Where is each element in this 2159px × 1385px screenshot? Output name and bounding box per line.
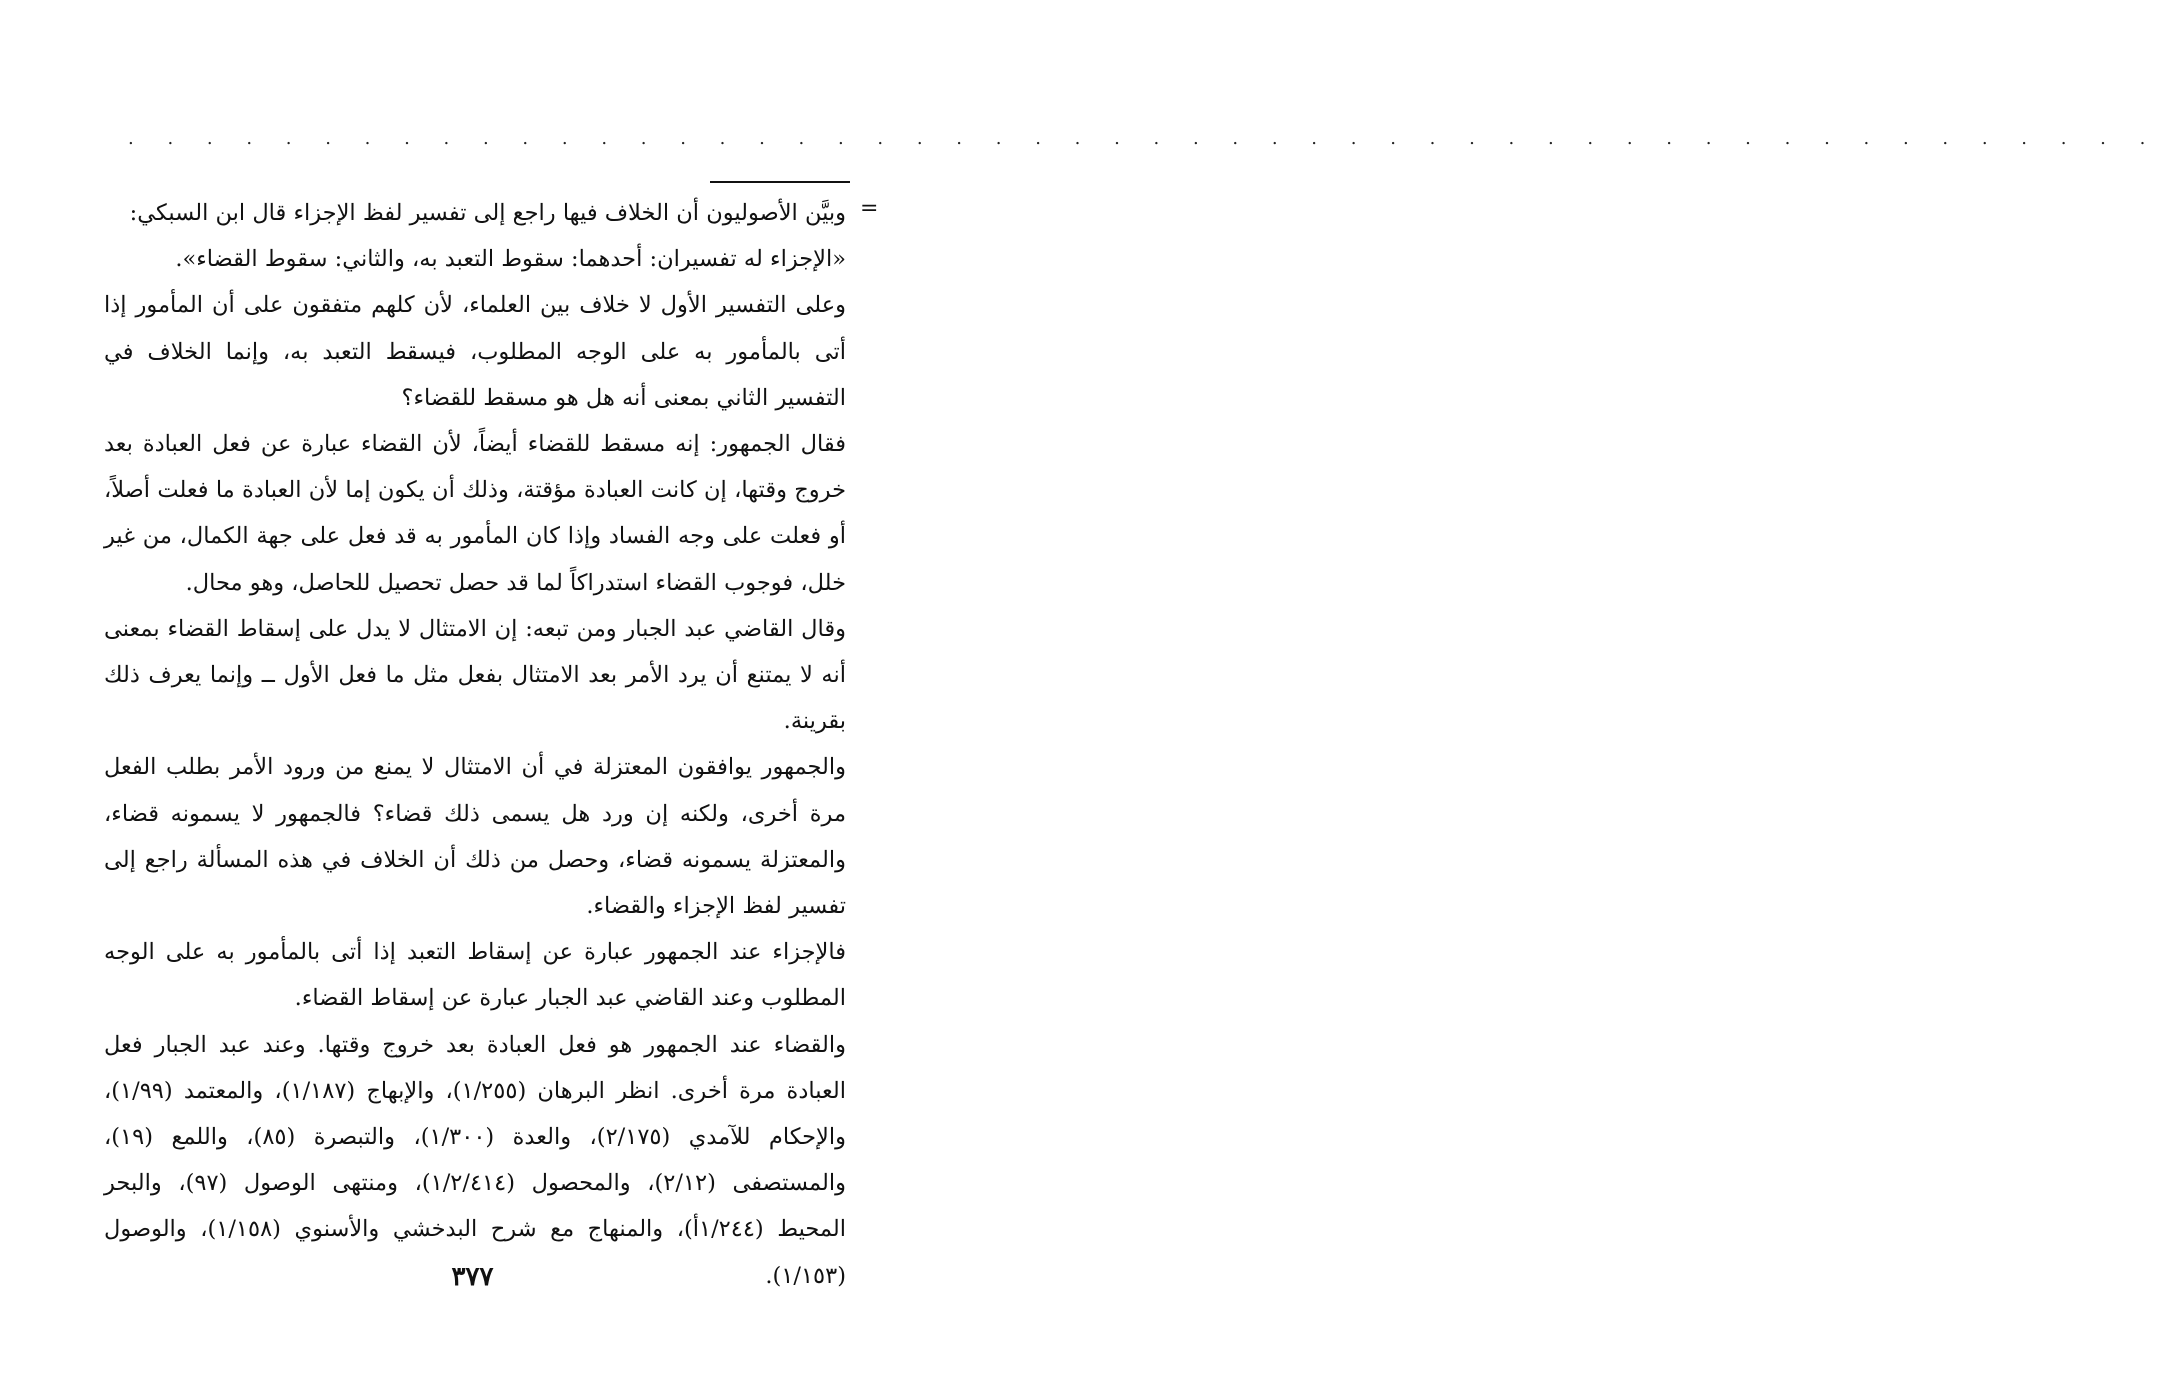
paragraph: والقضاء عند الجمهور هو فعل العبادة بعد خروج وقتها. وعند عبد الجبار فعل العبادة مرة أخرى. انظر البرهان (١/٢٥٥)، والإبهاج (١/١٨٧)، والمعتمد (١/٩٩)، والإحكام للآمدي (٢/١٧٥)، والعدة (١/٣٠٠)، والتبصرة (٨٥)، واللمع (١٩)، والمستصفى (٢/١٢)، والمحصول (١/٢/٤١٤)، ومنتهى الوصول (٩٧)، والبحر المحيط (١/٢٤٤أ)، والمنهاج مع شرح البدخشي والأسنوي (١/١٥٨)، والوصول (١/١٥٣).: [104, 1031, 847, 1289]
paragraph: فالإجزاء عند الجمهور عبارة عن إسقاط التعبد إذا أتى بالمأمور به على الوجه المطلوب وعند القاضي عبد الجبار عبارة عن إسقاط القضاء.: [104, 939, 846, 1012]
paragraph: وبيَّن الأصوليون أن الخلاف فيها راجع إلى تفسير لفظ الإجزاء قال ابن السبكي:: [129, 200, 846, 226]
footnote-body: [104, 190, 846, 1299]
paragraph: وقال القاضي عبد الجبار ومن تبعه: إن الامتثال لا يدل على إسقاط القضاء بمعنى أنه لا يمتنع أن يرد الأمر بعد الامتثال بفعل مثل ما فعل الأول ــ وإنما يعرف ذلك بقرينة.: [104, 615, 846, 735]
page-number: ٣٧٧: [451, 1262, 494, 1292]
paragraph: وعلى التفسير الأول لا خلاف بين العلماء، لأن كلهم متفقون على أن المأمور إذا أتى بالمأمور به على الوجه المطلوب، فيسقط التعبد به، وإنما الخلاف في التفسير الثاني بمعنى أنه هل هو مسقط للقضاء؟: [104, 292, 846, 411]
footnote-rule: [710, 181, 850, 183]
paragraph: فقال الجمهور: إنه مسقط للقضاء أيضاً، لأن القضاء عبارة عن فعل العبادة بعد خروج وقتها، إن كانت العبادة مؤقتة، وذلك أن يكون إما لأن العبادة ما فعلت أصلاً، أو فعلت على وجه الفساد وإذا كان المأمور به قد فعل على جهة الكمال، من غير خلل، فوجوب القضاء استدراكاً لما قد حصل تحصيل للحاصل، وهو محال.: [104, 431, 846, 596]
paragraph: والجمهور يوافقون المعتزلة في أن الامتثال لا يمنع من ورود الأمر بطلب الفعل مرة أخرى، ولكنه إن ورد هل يسمى ذلك قضاء؟ فالجمهور لا يسمونه قضاء، والمعتزلة يسمونه قضاء، وحصل من ذلك أن الخلاف في هذه المسألة راجع إلى تفسير لفظ الإجزاء والقضاء.: [104, 754, 846, 920]
separator-dots: . . . . . . . . . . . . . . . . . . . . . . . . . . . . . . . . . . . . . . . . . . . . . . . . . . . .: [128, 128, 2159, 149]
continuation-mark: =: [860, 196, 879, 221]
paragraph: «الإجزاء له تفسيران: أحدهما: سقوط التعبد به، والثاني: سقوط القضاء».: [175, 246, 846, 273]
